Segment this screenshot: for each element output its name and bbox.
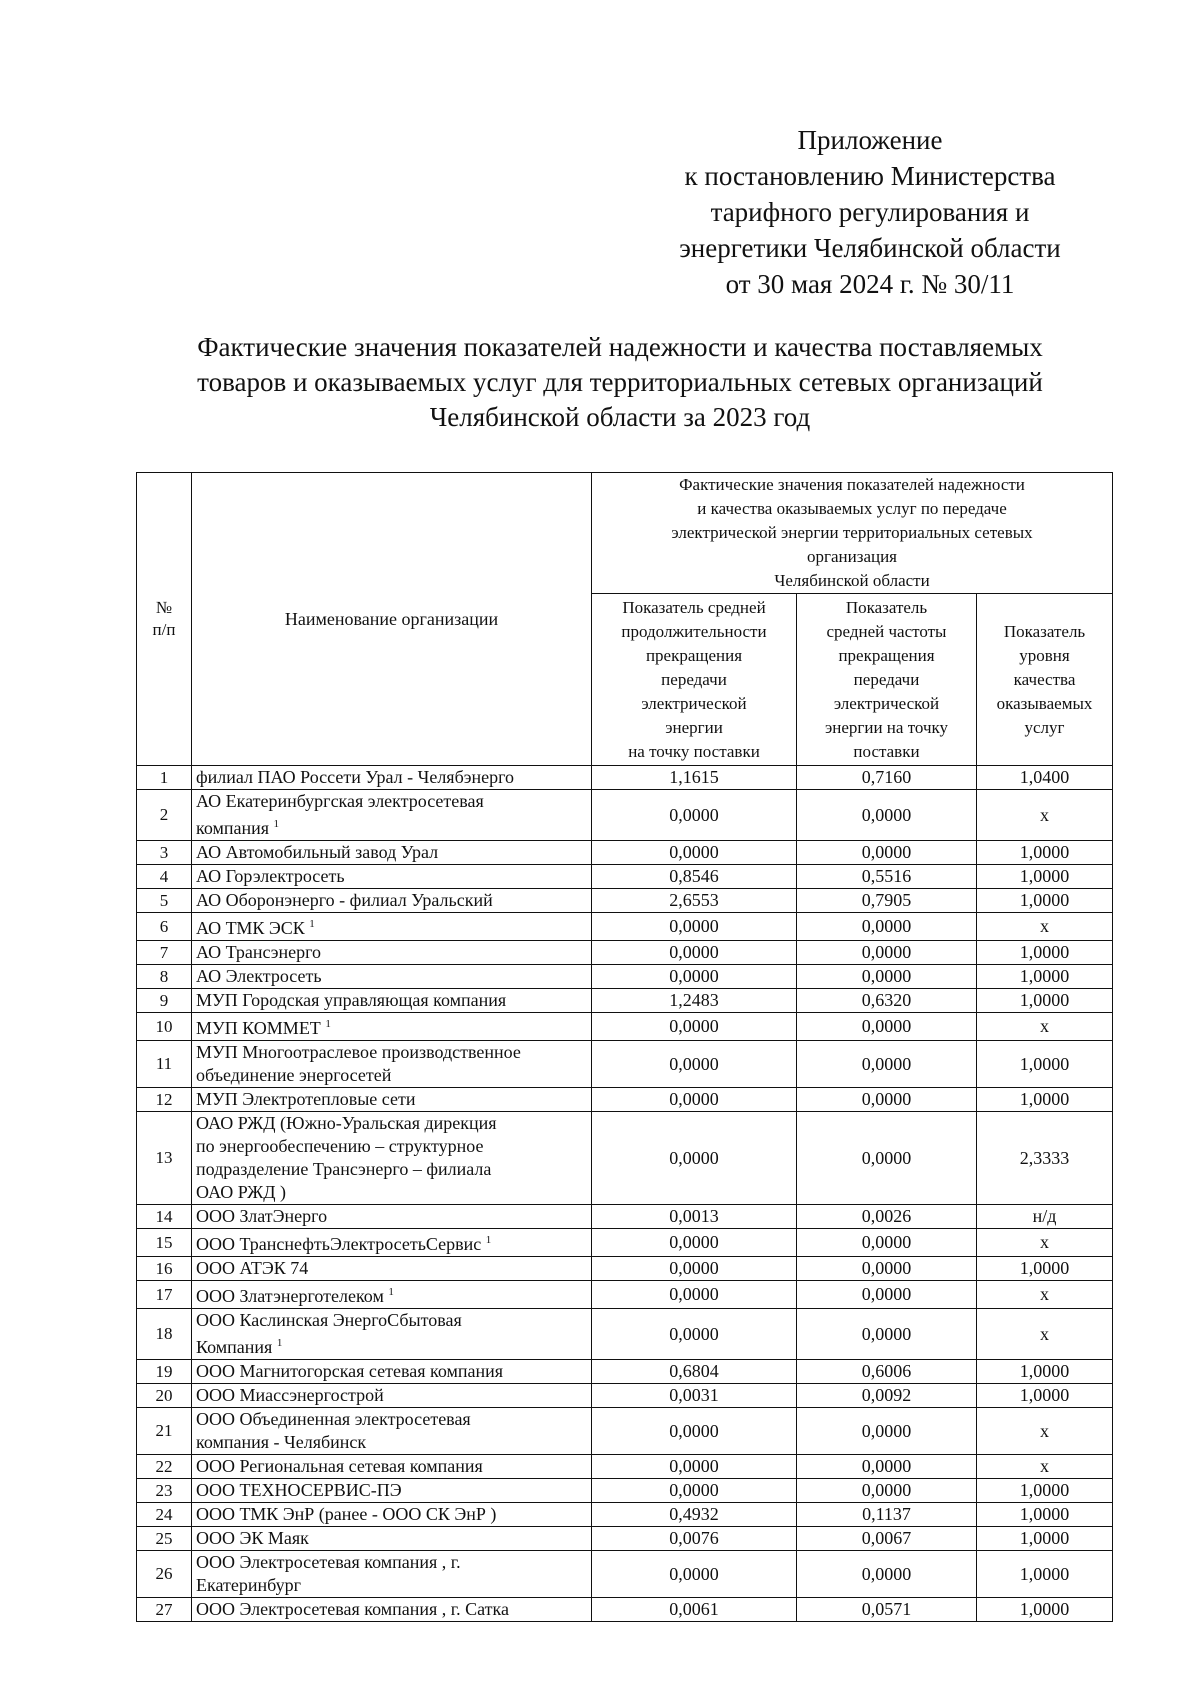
- row-number: 4: [137, 865, 192, 889]
- header-line: №: [155, 598, 173, 617]
- value-frequency: 0,0000: [797, 1479, 977, 1503]
- organization-name-line: [196, 1281, 587, 1308]
- column-header-organization: Наименование организации: [192, 473, 592, 766]
- organization-name-line: [196, 965, 587, 988]
- organization-name-text: ОАО РЖД ): [196, 1182, 286, 1202]
- value-duration: 0,0000: [592, 1229, 797, 1257]
- row-number: 18: [137, 1309, 192, 1360]
- value-frequency: 0,7160: [797, 766, 977, 790]
- table-row: [137, 790, 1113, 841]
- value-duration: 0,0000: [592, 913, 797, 941]
- value-duration: 0,0000: [592, 1257, 797, 1281]
- organization-name-text: компания: [196, 818, 270, 838]
- header-line: Показатель: [845, 597, 928, 617]
- appendix-line: энергетики Челябинской области: [679, 233, 1061, 263]
- organization-name-text: АО ТМК ЭСК: [196, 918, 305, 938]
- row-number: 9: [137, 989, 192, 1013]
- header-line: прекращения: [838, 645, 935, 665]
- header-line: Показатель: [1003, 621, 1086, 641]
- table-row: [137, 1088, 1113, 1112]
- value-duration: 0,0031: [592, 1384, 797, 1408]
- value-frequency: 0,0000: [797, 1257, 977, 1281]
- value-quality: х: [977, 1281, 1113, 1309]
- value-duration: 0,0000: [592, 1281, 797, 1309]
- header-line: передачи: [853, 669, 920, 689]
- row-number: 21: [137, 1408, 192, 1455]
- value-quality: 1,0000: [977, 889, 1113, 913]
- value-duration: 0,0000: [592, 1112, 797, 1205]
- table-body: [137, 766, 1113, 1622]
- table-row: [137, 1527, 1113, 1551]
- table-row: [137, 1503, 1113, 1527]
- organization-name: [192, 1598, 592, 1622]
- value-frequency: 0,0000: [797, 1551, 977, 1598]
- organization-name-text: ООО Магнитогорская сетевая компания: [196, 1361, 504, 1381]
- header-line: средней частоты: [826, 621, 947, 641]
- value-duration: 0,0000: [592, 1309, 797, 1360]
- organization-name: [192, 1309, 592, 1360]
- value-quality: 1,0000: [977, 841, 1113, 865]
- organization-name: [192, 941, 592, 965]
- header-line: Челябинской области: [774, 571, 930, 590]
- column-header-number: [137, 473, 192, 766]
- column-group-header: [592, 473, 1113, 594]
- organization-name-text: МУП КОММЕТ: [196, 1018, 321, 1038]
- organization-name: [192, 1455, 592, 1479]
- organization-name-line: [196, 1013, 587, 1040]
- value-frequency: 0,0000: [797, 1088, 977, 1112]
- value-duration: 0,4932: [592, 1503, 797, 1527]
- value-quality: 1,0000: [977, 941, 1113, 965]
- value-duration: 0,0000: [592, 1455, 797, 1479]
- row-number: 22: [137, 1455, 192, 1479]
- appendix-line: тарифного регулирования и: [710, 197, 1030, 227]
- organization-name-text: АО Екатеринбургская электросетевая: [196, 791, 484, 811]
- row-number: 24: [137, 1503, 192, 1527]
- table-row: [137, 1281, 1113, 1309]
- organization-name: [192, 965, 592, 989]
- organization-name: [192, 1360, 592, 1384]
- organization-name: [192, 913, 592, 941]
- organization-name: [192, 1013, 592, 1041]
- organization-name: [192, 1229, 592, 1257]
- column-header-duration: [592, 594, 797, 766]
- value-frequency: 0,0000: [797, 841, 977, 865]
- value-duration: 0,0000: [592, 1041, 797, 1088]
- organization-name: [192, 1112, 592, 1205]
- table-row: [137, 1257, 1113, 1281]
- table-row: [137, 965, 1113, 989]
- organization-name-text: АО Электросеть: [196, 966, 322, 986]
- value-duration: 0,6804: [592, 1360, 797, 1384]
- table-row: [137, 1384, 1113, 1408]
- footnote-marker: 1: [309, 918, 315, 930]
- header-line: поставки: [853, 741, 920, 761]
- row-number: 1: [137, 766, 192, 790]
- appendix-line: Приложение: [797, 125, 943, 155]
- organization-name: [192, 766, 592, 790]
- organization-name: [192, 889, 592, 913]
- value-quality: 1,0000: [977, 865, 1113, 889]
- organization-name-line: [196, 1360, 587, 1383]
- row-number: 16: [137, 1257, 192, 1281]
- organization-name-line: [196, 1574, 587, 1597]
- table-row: [137, 1013, 1113, 1041]
- organization-name-text: АО Горэлектросеть: [196, 866, 345, 886]
- row-number: 12: [137, 1088, 192, 1112]
- organization-name-text: АО Оборонэнерго - филиал Уральский: [196, 890, 493, 910]
- organization-name-line: [196, 841, 587, 864]
- value-quality: 1,0000: [977, 1257, 1113, 1281]
- header-line: Показатель средней: [622, 597, 766, 617]
- value-frequency: 0,6320: [797, 989, 977, 1013]
- value-duration: 0,0000: [592, 1408, 797, 1455]
- value-quality: 1,0000: [977, 1527, 1113, 1551]
- table-row: [137, 1360, 1113, 1384]
- organization-name-text: ООО Миассэнергострой: [196, 1385, 384, 1405]
- row-number: 3: [137, 841, 192, 865]
- organization-name: [192, 1551, 592, 1598]
- row-number: 8: [137, 965, 192, 989]
- organization-name-line: [196, 1088, 587, 1111]
- table-row: [137, 1229, 1113, 1257]
- table-row: [137, 1479, 1113, 1503]
- organization-name-line: [196, 941, 587, 964]
- organization-name-line: [196, 1527, 587, 1550]
- organization-name-line: [196, 1598, 587, 1621]
- table-row: [137, 865, 1113, 889]
- value-frequency: 0,0000: [797, 1112, 977, 1205]
- organization-name-line: [196, 1205, 587, 1228]
- organization-name-text: ООО Электросетевая компания , г. Сатка: [196, 1599, 509, 1619]
- organization-name-text: ООО ТранснефтьЭлектросетьСервис: [196, 1234, 482, 1254]
- table-row: [137, 913, 1113, 941]
- title-line: Фактические значения показателей надежности и качества поставляемых: [197, 332, 1043, 362]
- value-quality: 1,0000: [977, 1384, 1113, 1408]
- organization-name-line: [196, 1181, 587, 1204]
- header-line: электрической: [833, 693, 940, 713]
- organization-name-line: [196, 1503, 587, 1526]
- value-quality: х: [977, 1229, 1113, 1257]
- header-line: качества: [1013, 669, 1076, 689]
- value-duration: 0,0000: [592, 941, 797, 965]
- row-number: 25: [137, 1527, 192, 1551]
- organization-name-line: [196, 1112, 587, 1135]
- value-frequency: 0,0000: [797, 1041, 977, 1088]
- header-line: организация: [807, 547, 898, 566]
- table-row: [137, 889, 1113, 913]
- value-frequency: 0,0000: [797, 1281, 977, 1309]
- organization-name-text: Екатеринбург: [196, 1575, 301, 1595]
- document-title: [140, 330, 1100, 435]
- organization-name-line: [196, 1455, 587, 1478]
- row-number: 2: [137, 790, 192, 841]
- value-duration: 0,0000: [592, 965, 797, 989]
- organization-name-text: филиал ПАО Россети Урал - Челябэнерго: [196, 767, 515, 787]
- organization-name-text: подразделение Трансэнерго – филиала: [196, 1159, 492, 1179]
- organization-name: [192, 1527, 592, 1551]
- organization-name: [192, 1503, 592, 1527]
- appendix-line: к постановлению Министерства: [684, 161, 1056, 191]
- value-duration: 1,1615: [592, 766, 797, 790]
- value-quality: х: [977, 1455, 1113, 1479]
- value-quality: х: [977, 1408, 1113, 1455]
- organization-name-text: ООО Златэнерготелеком: [196, 1286, 384, 1306]
- value-frequency: 0,0026: [797, 1205, 977, 1229]
- value-quality: 1,0000: [977, 989, 1113, 1013]
- value-frequency: 0,0067: [797, 1527, 977, 1551]
- header-line: продолжительности: [621, 621, 767, 641]
- organization-name-text: ООО ТМК ЭнР (ранее - ООО СК ЭнР ): [196, 1504, 497, 1524]
- value-duration: 2,6553: [592, 889, 797, 913]
- header-line: электрической: [641, 693, 747, 713]
- header-line: Фактические значения показателей надежности: [679, 475, 1025, 494]
- value-frequency: 0,0000: [797, 1455, 977, 1479]
- row-number: 17: [137, 1281, 192, 1309]
- footnote-marker: 1: [388, 1286, 394, 1298]
- value-frequency: 0,0000: [797, 790, 977, 841]
- row-number: 15: [137, 1229, 192, 1257]
- value-duration: 1,2483: [592, 989, 797, 1013]
- value-quality: 2,3333: [977, 1112, 1113, 1205]
- value-quality: 1,0000: [977, 1360, 1113, 1384]
- organization-name: [192, 1384, 592, 1408]
- value-frequency: 0,0571: [797, 1598, 977, 1622]
- value-duration: 0,0000: [592, 1551, 797, 1598]
- value-quality: 1,0000: [977, 1551, 1113, 1598]
- table-row: [137, 1551, 1113, 1598]
- row-number: 20: [137, 1384, 192, 1408]
- row-number: 19: [137, 1360, 192, 1384]
- row-number: 11: [137, 1041, 192, 1088]
- value-quality: 1,0000: [977, 1598, 1113, 1622]
- value-frequency: 0,0000: [797, 913, 977, 941]
- header-line: прекращения: [645, 645, 743, 665]
- table-row: [137, 1205, 1113, 1229]
- value-duration: 0,0061: [592, 1598, 797, 1622]
- header-line: энергии на точку: [824, 717, 949, 737]
- value-frequency: 0,7905: [797, 889, 977, 913]
- organization-name-line: [196, 813, 587, 840]
- organization-name-line: [196, 1332, 587, 1359]
- column-header-frequency: [797, 594, 977, 766]
- organization-name-line: [196, 1257, 587, 1280]
- value-quality: х: [977, 913, 1113, 941]
- organization-name-line: [196, 1064, 587, 1087]
- header-line: оказываемых: [996, 693, 1093, 713]
- value-frequency: 0,0000: [797, 1013, 977, 1041]
- value-frequency: 0,0000: [797, 1309, 977, 1360]
- header-line: услуг: [1024, 717, 1065, 737]
- organization-name-text: объединение энергосетей: [196, 1065, 392, 1085]
- organization-name-text: АО Трансэнерго: [196, 942, 322, 962]
- appendix-line: от 30 мая 2024 г. № 30/11: [725, 269, 1015, 299]
- value-quality: х: [977, 1309, 1113, 1360]
- row-number: 14: [137, 1205, 192, 1229]
- organization-name-text: ООО Объединенная электросетевая: [196, 1409, 471, 1429]
- value-quality: 1,0000: [977, 1088, 1113, 1112]
- value-frequency: 0,0000: [797, 965, 977, 989]
- table-row: [137, 941, 1113, 965]
- table-row: [137, 1041, 1113, 1088]
- organization-name: [192, 1257, 592, 1281]
- organization-name: [192, 865, 592, 889]
- value-duration: 0,0013: [592, 1205, 797, 1229]
- organization-name: [192, 1281, 592, 1309]
- value-duration: 0,0000: [592, 1013, 797, 1041]
- organization-name: [192, 1205, 592, 1229]
- organization-name-text: ОАО РЖД (Южно-Уральская дирекция: [196, 1113, 497, 1133]
- organization-name: [192, 790, 592, 841]
- value-frequency: 0,0092: [797, 1384, 977, 1408]
- header-line: энергии: [665, 717, 723, 737]
- header-line: и качества оказываемых услуг по передаче: [697, 499, 1007, 518]
- value-frequency: 0,6006: [797, 1360, 977, 1384]
- organization-name-text: МУП Электротепловые сети: [196, 1089, 416, 1109]
- organization-name-text: ООО ТЕХНОСЕРВИС-ПЭ: [196, 1480, 402, 1500]
- organization-name-text: ООО Электросетевая компания , г.: [196, 1552, 461, 1572]
- organization-name: [192, 1479, 592, 1503]
- header-line: на точку поставки: [628, 741, 760, 761]
- table-row: [137, 1598, 1113, 1622]
- value-duration: 0,8546: [592, 865, 797, 889]
- organization-name-line: [196, 1479, 587, 1502]
- row-number: 6: [137, 913, 192, 941]
- organization-name-text: МУП Многоотраслевое производственное: [196, 1042, 521, 1062]
- value-quality: 1,0000: [977, 1479, 1113, 1503]
- value-quality: 1,0400: [977, 766, 1113, 790]
- organization-name-line: [196, 1431, 587, 1454]
- column-header-quality: [977, 594, 1113, 766]
- organization-name: [192, 1041, 592, 1088]
- organization-name-text: АО Автомобильный завод Урал: [196, 842, 439, 862]
- organization-name: [192, 841, 592, 865]
- organization-name-text: ООО Каслинская ЭнергоСбытовая: [196, 1310, 462, 1330]
- header-line: передачи: [661, 669, 727, 689]
- value-frequency: 0,5516: [797, 865, 977, 889]
- organization-name-line: [196, 1158, 587, 1181]
- value-frequency: 0,0000: [797, 1229, 977, 1257]
- footnote-marker: 1: [485, 1234, 492, 1246]
- row-number: 13: [137, 1112, 192, 1205]
- organization-name-line: [196, 790, 587, 813]
- value-frequency: 0,0000: [797, 941, 977, 965]
- header-line: электрической энергии территориальных сетевых: [671, 523, 1033, 542]
- footnote-marker: 1: [276, 1337, 283, 1349]
- organization-name-line: [196, 1408, 587, 1431]
- organization-name-text: Компания: [196, 1337, 273, 1357]
- header-line: п/п: [152, 620, 176, 639]
- organization-name-line: [196, 1309, 587, 1332]
- value-quality: х: [977, 1013, 1113, 1041]
- row-number: 7: [137, 941, 192, 965]
- title-line: товаров и оказываемых услуг для территориальных сетевых организаций: [197, 367, 1043, 397]
- value-quality: 1,0000: [977, 1503, 1113, 1527]
- value-duration: 0,0076: [592, 1527, 797, 1551]
- table-row: [137, 1112, 1113, 1205]
- row-number: 5: [137, 889, 192, 913]
- value-quality: 1,0000: [977, 965, 1113, 989]
- table-row: [137, 766, 1113, 790]
- organization-name-text: ООО ЗлатЭнерго: [196, 1206, 328, 1226]
- footnote-marker: 1: [325, 1018, 331, 1030]
- organization-name-text: ООО Региональная сетевая компания: [196, 1456, 483, 1476]
- row-number: 10: [137, 1013, 192, 1041]
- organization-name-text: МУП Городская управляющая компания: [196, 990, 507, 1010]
- row-number: 27: [137, 1598, 192, 1622]
- organization-name-line: [196, 1229, 587, 1256]
- value-frequency: 0,0000: [797, 1408, 977, 1455]
- organization-name-text: ООО ЭК Маяк: [196, 1528, 309, 1548]
- table-row: [137, 1309, 1113, 1360]
- table-row: [137, 1455, 1113, 1479]
- organization-name-line: [196, 1135, 587, 1158]
- table-row: [137, 1408, 1113, 1455]
- organization-name: [192, 1408, 592, 1455]
- organization-name-text: компания - Челябинск: [196, 1432, 367, 1452]
- row-number: 26: [137, 1551, 192, 1598]
- header-line: уровня: [1019, 645, 1070, 665]
- organization-name-text: ООО АТЭК 74: [196, 1258, 309, 1278]
- organization-name-line: [196, 1384, 587, 1407]
- table-row: [137, 841, 1113, 865]
- organization-name: [192, 1088, 592, 1112]
- footnote-marker: 1: [273, 818, 280, 830]
- value-duration: 0,0000: [592, 1088, 797, 1112]
- table-row: [137, 989, 1113, 1013]
- value-duration: 0,0000: [592, 841, 797, 865]
- value-quality: н/д: [977, 1205, 1113, 1229]
- value-duration: 0,0000: [592, 790, 797, 841]
- value-duration: 0,0000: [592, 1479, 797, 1503]
- organization-name-line: [196, 889, 587, 912]
- indicators-table: [136, 472, 1113, 1622]
- organization-name: [192, 989, 592, 1013]
- organization-name-text: по энергообеспечению – структурное: [196, 1136, 484, 1156]
- appendix-header: [620, 122, 1120, 302]
- value-frequency: 0,1137: [797, 1503, 977, 1527]
- organization-name-line: [196, 1041, 587, 1064]
- organization-name-line: [196, 766, 587, 789]
- title-line: Челябинской области за 2023 год: [429, 402, 811, 432]
- organization-name-line: [196, 865, 587, 888]
- value-quality: 1,0000: [977, 1041, 1113, 1088]
- organization-name-line: [196, 989, 587, 1012]
- value-quality: х: [977, 790, 1113, 841]
- organization-name-line: [196, 1551, 587, 1574]
- organization-name-line: [196, 913, 587, 940]
- row-number: 23: [137, 1479, 192, 1503]
